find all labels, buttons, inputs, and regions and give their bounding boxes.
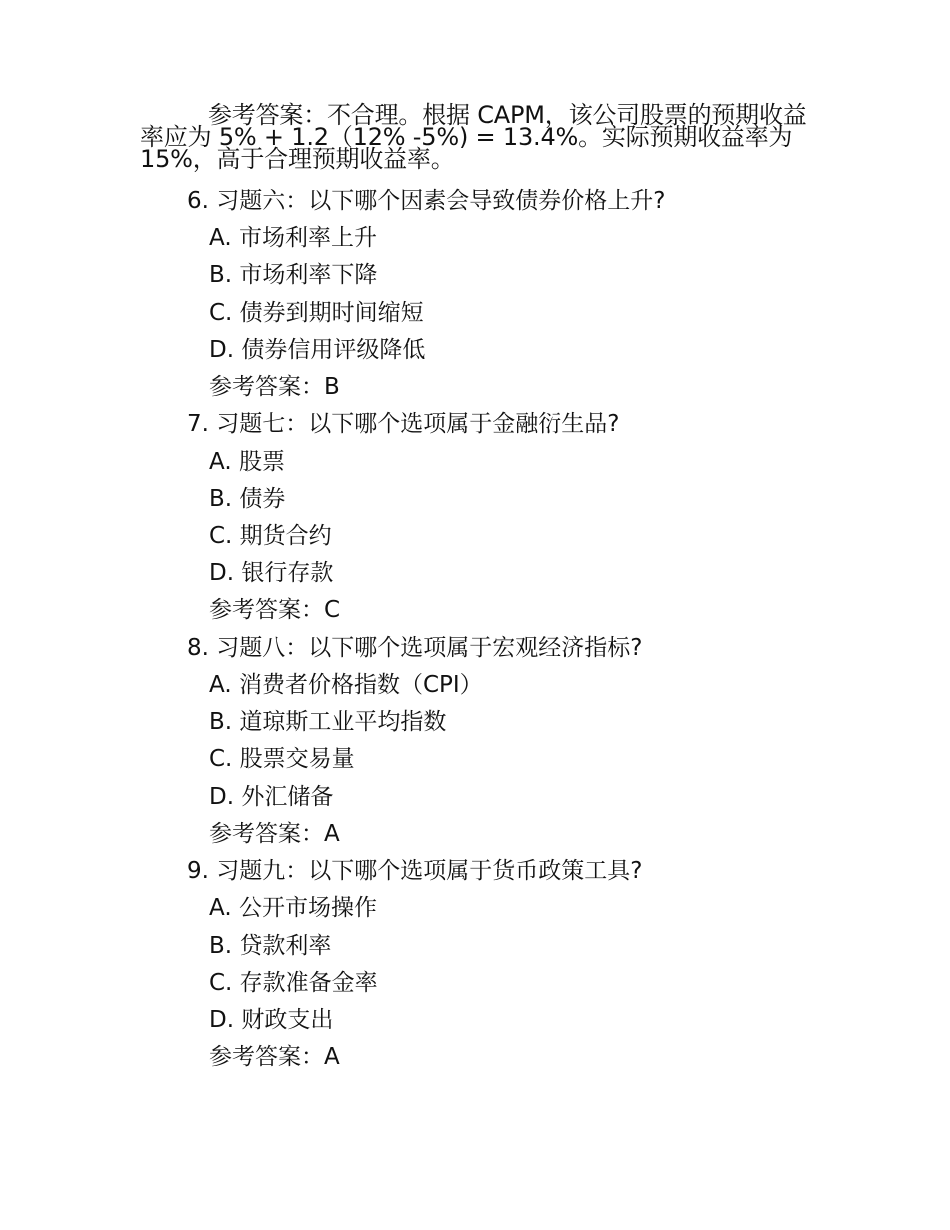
option-c: C. 债券到期时间缩短 bbox=[209, 300, 424, 326]
option-d: D. 外汇储备 bbox=[209, 784, 334, 810]
reference-answer: 参考答案：C bbox=[209, 597, 341, 623]
reference-answer: 参考答案：B bbox=[209, 374, 340, 400]
option-c: C. 存款准备金率 bbox=[209, 970, 378, 996]
option-d: D. 银行存款 bbox=[209, 560, 334, 586]
question-title: 7. 习题七：以下哪个选项属于金融衍生品? bbox=[187, 411, 620, 437]
option-a: A. 市场利率上升 bbox=[209, 225, 377, 251]
option-b: B. 债券 bbox=[209, 486, 286, 512]
question-title: 9. 习题九：以下哪个选项属于货币政策工具? bbox=[187, 858, 643, 884]
option-b: B. 市场利率下降 bbox=[209, 262, 378, 288]
option-a: A. 公开市场操作 bbox=[209, 895, 377, 921]
option-c: C. 期货合约 bbox=[209, 523, 332, 549]
answer-continuation-paragraph: 参考答案：不合理。根据 CAPM，该公司股票的预期收益率应为 5% + 1.2（12% -5%) = 13.4%。实际预期收益率为 15%，高于合理预期收益率。 bbox=[140, 101, 807, 173]
option-b: B. 贷款利率 bbox=[209, 933, 332, 959]
option-b: B. 道琼斯工业平均指数 bbox=[209, 709, 447, 735]
option-a: A. 股票 bbox=[209, 449, 285, 475]
option-a: A. 消费者价格指数（CPI） bbox=[209, 672, 483, 698]
option-d: D. 债券信用评级降低 bbox=[209, 337, 426, 363]
reference-answer: 参考答案：A bbox=[209, 1044, 340, 1070]
option-c: C. 股票交易量 bbox=[209, 746, 355, 772]
question-title: 6. 习题六：以下哪个因素会导致债券价格上升? bbox=[187, 188, 666, 214]
reference-answer: 参考答案：A bbox=[209, 821, 340, 847]
question-title: 8. 习题八：以下哪个选项属于宏观经济指标? bbox=[187, 635, 643, 661]
option-d: D. 财政支出 bbox=[209, 1007, 334, 1033]
